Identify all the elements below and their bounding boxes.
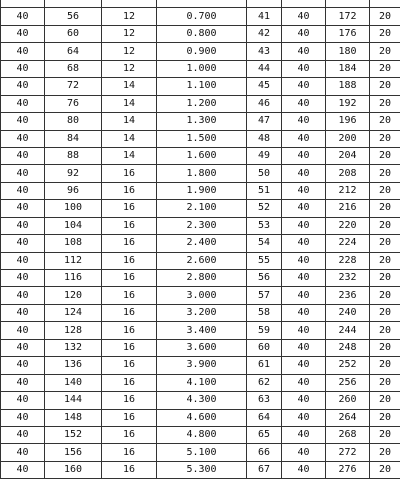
table-row xyxy=(1,113,400,130)
table-cell: 20 xyxy=(370,78,400,95)
table-cell: 220 xyxy=(326,217,370,234)
table-cell: 136 xyxy=(45,357,102,374)
table-cell: 55 xyxy=(247,252,282,269)
table-cell: 20 xyxy=(370,322,400,339)
table-row xyxy=(1,339,400,356)
table-cell xyxy=(326,0,370,8)
table-cell: 40 xyxy=(282,43,326,60)
table-cell: 40 xyxy=(282,374,326,391)
table-cell: 40 xyxy=(282,78,326,95)
table-cell: 16 xyxy=(102,461,157,478)
table-cell xyxy=(247,0,282,8)
table-cell: 40 xyxy=(282,252,326,269)
table-cell: 40 xyxy=(1,95,45,112)
table-cell: 16 xyxy=(102,235,157,252)
table-row xyxy=(1,95,400,112)
table-cell: 40 xyxy=(282,270,326,287)
table-cell: 40 xyxy=(1,235,45,252)
table-cell: 256 xyxy=(326,374,370,391)
table-cell: 20 xyxy=(370,304,400,321)
table-cell: 40 xyxy=(1,25,45,42)
table-cell: 44 xyxy=(247,60,282,77)
table-cell: 14 xyxy=(102,78,157,95)
table-cell: 40 xyxy=(1,357,45,374)
table-cell: 40 xyxy=(1,392,45,409)
table-row xyxy=(1,322,400,339)
table-cell: 216 xyxy=(326,200,370,217)
table-row xyxy=(1,130,400,147)
table-cell: 212 xyxy=(326,182,370,199)
table-cell: 49 xyxy=(247,147,282,164)
table-cell: 54 xyxy=(247,235,282,252)
table-cell: 58 xyxy=(247,304,282,321)
table-cell: 40 xyxy=(282,60,326,77)
table-cell: 16 xyxy=(102,165,157,182)
table-cell: 16 xyxy=(102,270,157,287)
table-row xyxy=(1,147,400,164)
table-cell: 46 xyxy=(247,95,282,112)
table-cell: 57 xyxy=(247,287,282,304)
table-cell: 50 xyxy=(247,165,282,182)
table-cell: 88 xyxy=(45,147,102,164)
table-cell: 43 xyxy=(247,43,282,60)
table-cell: 40 xyxy=(1,43,45,60)
table-cell: 20 xyxy=(370,43,400,60)
table-cell: 20 xyxy=(370,287,400,304)
table-body xyxy=(1,0,400,479)
table-cell: 224 xyxy=(326,235,370,252)
table-cell: 14 xyxy=(102,113,157,130)
table-cell: 40 xyxy=(282,392,326,409)
table-cell xyxy=(282,0,326,8)
table-cell: 176 xyxy=(326,25,370,42)
table-row xyxy=(1,235,400,252)
table-cell: 112 xyxy=(45,252,102,269)
table-cell: 56 xyxy=(45,8,102,25)
table-cell: 16 xyxy=(102,339,157,356)
table-cell: 3.200 xyxy=(157,304,247,321)
table-cell: 3.400 xyxy=(157,322,247,339)
table-cell: 40 xyxy=(282,426,326,443)
table-cell: 40 xyxy=(1,339,45,356)
table-cell: 40 xyxy=(1,409,45,426)
table-cell: 42 xyxy=(247,25,282,42)
table-cell: 20 xyxy=(370,200,400,217)
table-cell xyxy=(370,0,400,8)
table-cell: 20 xyxy=(370,130,400,147)
table-cell: 252 xyxy=(326,357,370,374)
table-cell: 4.100 xyxy=(157,374,247,391)
table-cell: 1.100 xyxy=(157,78,247,95)
table-cell: 152 xyxy=(45,426,102,443)
table-cell: 204 xyxy=(326,147,370,164)
table-cell: 40 xyxy=(1,8,45,25)
table-cell: 20 xyxy=(370,182,400,199)
table-cell: 1.300 xyxy=(157,113,247,130)
table-cell: 40 xyxy=(282,165,326,182)
table-cell: 144 xyxy=(45,392,102,409)
table-cell: 20 xyxy=(370,235,400,252)
table-cell: 45 xyxy=(247,78,282,95)
table-cell: 66 xyxy=(247,444,282,461)
table-cell: 40 xyxy=(1,304,45,321)
table-cell: 260 xyxy=(326,392,370,409)
table-cell: 40 xyxy=(282,25,326,42)
table-row xyxy=(1,60,400,77)
table-cell: 128 xyxy=(45,322,102,339)
table-cell: 40 xyxy=(1,217,45,234)
table-cell: 248 xyxy=(326,339,370,356)
table-cell: 208 xyxy=(326,165,370,182)
table-cell: 80 xyxy=(45,113,102,130)
table-cell: 16 xyxy=(102,426,157,443)
table-cell: 40 xyxy=(282,461,326,478)
table-cell: 264 xyxy=(326,409,370,426)
table-row xyxy=(1,165,400,182)
table-cell: 41 xyxy=(247,8,282,25)
table-row xyxy=(1,357,400,374)
table-row xyxy=(1,461,400,478)
table-cell: 59 xyxy=(247,322,282,339)
table-cell: 172 xyxy=(326,8,370,25)
table-cell: 120 xyxy=(45,287,102,304)
table-cell: 1.200 xyxy=(157,95,247,112)
table-cell: 40 xyxy=(1,78,45,95)
table-cell: 20 xyxy=(370,147,400,164)
table-cell: 40 xyxy=(282,409,326,426)
table-cell: 4.600 xyxy=(157,409,247,426)
table-cell: 40 xyxy=(1,113,45,130)
table-row xyxy=(1,392,400,409)
table-cell: 16 xyxy=(102,409,157,426)
table-cell: 0.700 xyxy=(157,8,247,25)
table-row xyxy=(1,0,400,8)
table-cell: 2.400 xyxy=(157,235,247,252)
table-cell: 20 xyxy=(370,217,400,234)
table-cell: 40 xyxy=(282,217,326,234)
table-cell: 232 xyxy=(326,270,370,287)
table-cell: 4.300 xyxy=(157,392,247,409)
table-cell: 40 xyxy=(282,357,326,374)
table-cell: 40 xyxy=(1,322,45,339)
table-cell: 12 xyxy=(102,43,157,60)
table-cell: 40 xyxy=(1,270,45,287)
table-cell: 196 xyxy=(326,113,370,130)
table-cell: 1.800 xyxy=(157,165,247,182)
table-cell xyxy=(102,0,157,8)
table-cell: 188 xyxy=(326,78,370,95)
table-row xyxy=(1,409,400,426)
table-cell: 16 xyxy=(102,304,157,321)
table-cell: 40 xyxy=(1,374,45,391)
table-cell: 20 xyxy=(370,461,400,478)
table-cell: 16 xyxy=(102,444,157,461)
table-cell: 20 xyxy=(370,165,400,182)
table-cell: 124 xyxy=(45,304,102,321)
table-cell: 236 xyxy=(326,287,370,304)
table-cell: 40 xyxy=(282,147,326,164)
table-cell: 51 xyxy=(247,182,282,199)
table-row xyxy=(1,43,400,60)
table-cell: 140 xyxy=(45,374,102,391)
table-cell: 0.800 xyxy=(157,25,247,42)
table-row xyxy=(1,270,400,287)
table-cell: 76 xyxy=(45,95,102,112)
table-cell: 40 xyxy=(1,461,45,478)
table-cell: 40 xyxy=(282,200,326,217)
table-cell: 276 xyxy=(326,461,370,478)
table-cell: 16 xyxy=(102,357,157,374)
table-cell: 64 xyxy=(247,409,282,426)
table-cell: 20 xyxy=(370,357,400,374)
table-cell: 148 xyxy=(45,409,102,426)
table-cell: 1.500 xyxy=(157,130,247,147)
table-cell: 14 xyxy=(102,147,157,164)
table-cell: 268 xyxy=(326,426,370,443)
table-cell: 20 xyxy=(370,252,400,269)
table-cell: 3.900 xyxy=(157,357,247,374)
table-cell: 56 xyxy=(247,270,282,287)
table-cell: 16 xyxy=(102,252,157,269)
table-row xyxy=(1,304,400,321)
table-cell: 2.800 xyxy=(157,270,247,287)
table-cell: 62 xyxy=(247,374,282,391)
table-cell: 16 xyxy=(102,182,157,199)
table-cell: 20 xyxy=(370,8,400,25)
table-cell: 156 xyxy=(45,444,102,461)
table-row xyxy=(1,426,400,443)
table-cell: 2.100 xyxy=(157,200,247,217)
table-cell: 20 xyxy=(370,25,400,42)
table-cell: 116 xyxy=(45,270,102,287)
table-cell: 244 xyxy=(326,322,370,339)
table-cell: 52 xyxy=(247,200,282,217)
table-cell: 40 xyxy=(1,147,45,164)
table-cell: 20 xyxy=(370,374,400,391)
table-row xyxy=(1,287,400,304)
table-cell: 180 xyxy=(326,43,370,60)
table-cell: 84 xyxy=(45,130,102,147)
table-cell: 5.100 xyxy=(157,444,247,461)
table-cell: 48 xyxy=(247,130,282,147)
table-cell: 40 xyxy=(1,287,45,304)
table-row xyxy=(1,252,400,269)
table-cell: 40 xyxy=(282,304,326,321)
table-cell: 63 xyxy=(247,392,282,409)
table-cell: 20 xyxy=(370,60,400,77)
table-row xyxy=(1,444,400,461)
table-cell: 40 xyxy=(1,60,45,77)
table-cell: 20 xyxy=(370,270,400,287)
table-cell: 16 xyxy=(102,287,157,304)
table-cell: 16 xyxy=(102,374,157,391)
table-row xyxy=(1,217,400,234)
table-cell: 40 xyxy=(282,322,326,339)
table-cell: 192 xyxy=(326,95,370,112)
table-cell: 67 xyxy=(247,461,282,478)
table-cell: 40 xyxy=(282,95,326,112)
table-cell: 20 xyxy=(370,426,400,443)
table-cell: 20 xyxy=(370,409,400,426)
table-cell: 1.900 xyxy=(157,182,247,199)
table-cell: 40 xyxy=(282,113,326,130)
table-cell: 200 xyxy=(326,130,370,147)
table-cell: 160 xyxy=(45,461,102,478)
table-cell: 40 xyxy=(282,235,326,252)
table-cell: 40 xyxy=(1,165,45,182)
table-cell: 60 xyxy=(45,25,102,42)
table-cell: 5.300 xyxy=(157,461,247,478)
table-cell: 132 xyxy=(45,339,102,356)
table-cell: 60 xyxy=(247,339,282,356)
table-cell: 14 xyxy=(102,130,157,147)
table-cell: 14 xyxy=(102,95,157,112)
table-cell: 40 xyxy=(1,182,45,199)
table-cell: 16 xyxy=(102,200,157,217)
table-cell: 3.000 xyxy=(157,287,247,304)
table-cell: 53 xyxy=(247,217,282,234)
table-cell: 0.900 xyxy=(157,43,247,60)
table-cell: 40 xyxy=(1,130,45,147)
table-cell: 68 xyxy=(45,60,102,77)
table-cell: 40 xyxy=(282,444,326,461)
table-cell: 12 xyxy=(102,8,157,25)
table-cell: 40 xyxy=(1,426,45,443)
table-cell: 104 xyxy=(45,217,102,234)
table-cell: 16 xyxy=(102,392,157,409)
table-cell: 72 xyxy=(45,78,102,95)
table-cell: 40 xyxy=(282,8,326,25)
table-cell: 96 xyxy=(45,182,102,199)
table-cell: 240 xyxy=(326,304,370,321)
table-cell: 184 xyxy=(326,60,370,77)
table-cell: 1.600 xyxy=(157,147,247,164)
table-cell: 40 xyxy=(1,444,45,461)
table-cell: 20 xyxy=(370,444,400,461)
table-cell: 12 xyxy=(102,60,157,77)
table-cell: 47 xyxy=(247,113,282,130)
table-row xyxy=(1,8,400,25)
table-cell: 3.600 xyxy=(157,339,247,356)
table-cell: 20 xyxy=(370,392,400,409)
table-cell: 16 xyxy=(102,217,157,234)
table-cell: 20 xyxy=(370,339,400,356)
table-row xyxy=(1,374,400,391)
table-cell: 40 xyxy=(1,200,45,217)
table-cell: 108 xyxy=(45,235,102,252)
table-cell: 40 xyxy=(282,182,326,199)
table-cell: 228 xyxy=(326,252,370,269)
table-cell: 92 xyxy=(45,165,102,182)
table-row xyxy=(1,25,400,42)
table-cell xyxy=(157,0,247,8)
table-cell: 100 xyxy=(45,200,102,217)
table-cell: 40 xyxy=(1,252,45,269)
table-cell: 1.000 xyxy=(157,60,247,77)
table-cell: 40 xyxy=(282,287,326,304)
table-cell: 2.600 xyxy=(157,252,247,269)
table-cell: 20 xyxy=(370,113,400,130)
table-cell: 40 xyxy=(282,339,326,356)
table-cell: 40 xyxy=(282,130,326,147)
table-cell: 4.800 xyxy=(157,426,247,443)
table-cell xyxy=(45,0,102,8)
table-cell: 2.300 xyxy=(157,217,247,234)
table-row xyxy=(1,200,400,217)
table-cell: 12 xyxy=(102,25,157,42)
table-cell: 64 xyxy=(45,43,102,60)
table-row xyxy=(1,182,400,199)
table-cell xyxy=(1,0,45,8)
table-cell: 20 xyxy=(370,95,400,112)
table-cell: 65 xyxy=(247,426,282,443)
table-cell: 272 xyxy=(326,444,370,461)
table-cell: 61 xyxy=(247,357,282,374)
table-row xyxy=(1,78,400,95)
table-cell: 16 xyxy=(102,322,157,339)
